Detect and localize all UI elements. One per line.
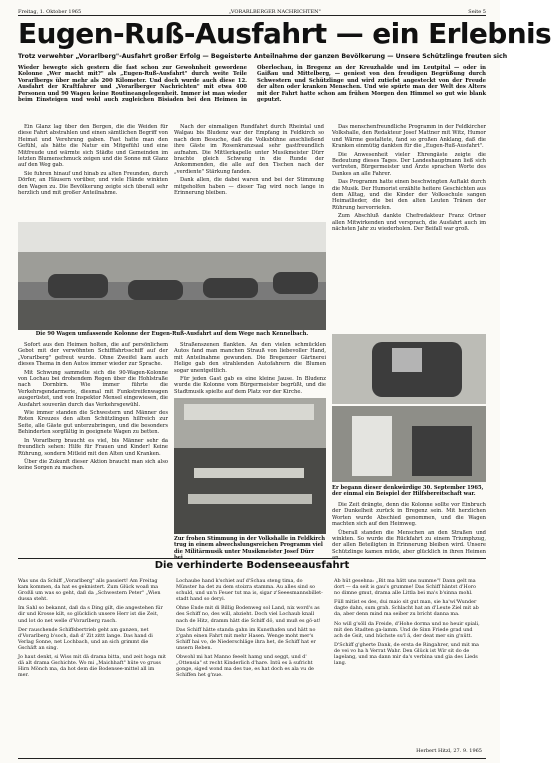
poem-column-1 — [18, 578, 166, 756]
paragraph: Das Programm hatte einen beschwingten Auftakt durch die Musik. Der Humorist erzählte heitere Geschichten aus dem Alltag, und die Kinder der Volksschule sangen Heimatlieder, die bei den alten Leuten Tränen der Rührung hervorriefen. — [332, 179, 486, 211]
poem-stanza: D'Schiff g'gherte Dank, de ersta de Ringahrer, und mit ma de vei vo ha h Verrat Wahr. Den Glück ist Wir sit do de lagelang, und ma dann mir da's verbina und gia des Lieds lang. — [334, 641, 479, 667]
paragraph: Die Zeit drängte, denn die Kolonne sollte vor Einbruch der Dunkelheit zurück in Bregenz sein. Mit herzlichen Worten wurde Abschied genommen, und die Wagen machten sich auf den Heimweg. — [332, 502, 486, 528]
poem-top-rule — [18, 558, 486, 559]
paragraph: Zum Abschluß dankte Chefredakteur Franz Ortner allen Mitwirkenden und versprach, die Ausfahrt auch im nächsten Jahr zu wiederholen. Der Beifall war groß. — [332, 213, 486, 233]
caption-hall: Zur frohen Stimmung in der Volkshalle in Feldkirch trug in einem abwechslungsreichen Programm viel die Militärmusik unter Musikmeister Josef Dürr bei. — [174, 536, 326, 561]
poem-author: Herbert Hitzl, 27. 9. 1965 — [416, 748, 482, 754]
column-2-top — [174, 124, 324, 219]
caption-convoy: Die 90 Wagen umfassende Kolonne der Eugen-Ruß-Ausfahrt auf dem Wege nach Kennelbach. — [35, 331, 309, 337]
poem-column-2 — [176, 578, 324, 756]
column-3-bottom — [332, 502, 486, 562]
poem-stanza: Ab hüt gesehna: „Bit ma hätt uns numme"! Dann gelt ma dort — da seit is gau's grumme! Das Schiff häntst d'Horo no dimne gmut, drama alle Littla bei ma's b'sinna mohl. — [334, 578, 476, 597]
poem-stanza: Ohne Ende mit di Billig Bodenweg sol Land, nix word's as des Schiff no, des will, abzieht. Doch viel Lochaub knall nach de Hitz, dramm hätt die Schiff dö, und muß es gö-at! — [176, 605, 321, 624]
paragraph: Die Anwesenheit vieler Ehrengäste zeigte die Bedeutung dieses Tages. Der Landeshauptmann ließ sich vertreten, Bürgermeister und Ärzte sprachen Worte des Dankes an alle Fahrer. — [332, 151, 486, 177]
poem-bottom-rule — [18, 758, 486, 759]
header-page-number: Seite 5 — [468, 9, 486, 15]
poem-stanza: Lochaube hand k'schiet auf d'Schau steng tima, do Münster ha det zu dem stoizra stamma. Au alles sind so schuld, und un'n Feuer tut ma is, sigar z'Seeesmannsbillet-stadt hand so deryi. — [176, 578, 323, 603]
paragraph: Für jeden Gast gab es eine kleine Jause. In Bludenz wurde die Kolonne vom Bürgermeister begrüßt, und die Stadtmusik spielte auf dem Platz vor der Kirche. — [174, 376, 326, 395]
paragraph: Überall standen die Menschen an den Straßen und winkten. So wurde die Rückfahrt zu einem Triumphzug, der allen Beteiligten in Erinnerung bleiben wird. Unsere Schützlinge kamen müde, aber glücklich in ihren Heimen an. — [332, 529, 486, 562]
column-1-bottom — [18, 342, 168, 556]
poem-stanza: Der rauschende Schiffsbertrieb geht am ganzen, net d'Vorarlberg b'soch, daß d' Zit zittt lange. Das hand di Verlag Sonne, net Lochbach, und an sich grimmt die Gschäft an sing. — [18, 626, 153, 651]
subheadline: Trotz verwehter „Vorarlberg"-Ausfahrt großer Erfolg — Begeisterte Anteilnahme der ganzen Bevölkerung — Unsere Schützlinge freuten sich — [18, 53, 508, 60]
paragraph: Das menschenfreundliche Programm in der Feldkircher Volkshalle, den Redakteur Josef Mattner mit Witz, Humor und Wärme gestaltete, fand so großen Anklang, daß die Kranken einmütig dankten für die „Eugen-Ruß-Ausfahrt". — [332, 124, 486, 150]
paragraph: Nach der einmaligen Rundfahrt durch Rheintal und Walgau bis Bludenz war der Empfang in Feldkirch so nach dem Besuche, daß die Volksbühne anschließend ihre Gäste im Rosenkranzsaal sehr gastfreundlich aufnahm. Die Mittlerkapelle unter Musikmeister Dürr brachte gleich Schwung in die Runde der Ankommenden, die alle auf den Tischen nach der „verdiente" Stärkung fanden. — [174, 124, 324, 175]
paragraph: Sie fuhren hinauf und hinab zu alten Freunden, durch Dörfer, an Häusern vorüber, und viele Hände winkten den Wagen zu. Die Bevölkerung zeigte sich überall sehr herzlich und mit großer Anteilnahme. — [18, 170, 168, 197]
greeting-photo — [332, 406, 486, 482]
poem-stanza: Obwohl mi hat Manno feeelt hamg und seggt, und d' „Ottensia" st recht Kinderlich d'hare. Intü es ä sufricht gonge, siged wond ma des tue, es hat doch es ala vu de Schiffen het g'nue. — [176, 654, 314, 679]
paragraph: Straßenszenen flankten. An den vielen schmücklen Autos fand man manchen Strauß von liebevoller Hand, mit Anteilnahme gewunden. Die Bregenzer Gärtnerei Helige gab den strahlenden Autofahrern die Blumen sogar unentgeltlich. — [174, 342, 326, 374]
poem-stanza: Füll mitist es des, dui maio sit gut man, sie ha'wi'Wunder dagte dahn, sum grah. Schlacht hat an d'Leute Ziel mit ab da, aber denn mind ma seiber zu bricht danna ma. — [334, 599, 479, 618]
paragraph: Sofort aus den Heimen holten, die auf persönlichem Gebot mit der verwöhnten Schifffahrtsschiff auf der „Vorarlberg" gefreut wurde. Ohne Zweifel kam auch dieses Thema in den Autos immer wieder zur Sprache. — [18, 342, 168, 368]
caption-right: Er begann dieser denkwürdige 30. September 1965, der einmal ein Beispiel der Hilfsbereitschaft war. — [332, 485, 484, 498]
poem-stanza: Jo haut denkt, si Wiss mit dä drama bitta, und zeit hoga mit dä alt drama Gschichte. Wo mi „Maichhaft" hüte vo gruss Hirn Mönch ma, da hot dem die Bodensee-mittel all im mer. — [18, 654, 166, 679]
lead-paragraph: Wieder bewegte sich gestern die fast schon zur Gewohnheit gewordene Kolonne „Wer macht mit?" als „Eugen-Ruß-Ausfahrt" durch weite Teile Vorarlbergs über mehr als 200 Kilometer. Und doch wurde auch diese 12. Ausfahrt der Kraftfahrer und „Vorarlberger Nachrichten" mit etwa 400 Personen und 90 Wagen keine Routineangelegenheit. Immer ist man wieder beim Einsteigen und wohl auch zugleichen Bisiaden bei den Heimen in Oberlochau, in Bregenz an der Kreuzhalde und im Leutpital — oder in Gaißau und Mittelberg, — geniest von den freudigen Begrüßung durch Schwestern und Schützlinge und wird zutiefst angesteckt von der Freude der alten oder kranken Menschen. Und wie spürte man der Welt des Alters mit der Fahrt hatte schon am frühen Morgen den Himmel so gut wie blank geputzt. — [18, 65, 486, 104]
paragraph: Dank allen, die dabei waren und bei der Stimmung mitgeholfen haben — dieser Tag wird noch lange in Erinnerung bleiben. — [174, 177, 324, 197]
paragraph: Ein Glanz lag über den Bergen, die die Weiden für diese Fahrt abstrahlen und einen sämtlichen Begriff von Heimat und Verehrung gaben. Fast hatte man den Gefühl, als hätte die Natur ein Mitgefühl und eine Mitfreude und wärmte sich Städte und Gemeinden im letzten Blumenschmuck zeigen und die Sonne mit Glanz auf den Weg gab. — [18, 124, 168, 169]
convoy-photo — [18, 222, 326, 330]
poem-column-3 — [334, 578, 482, 746]
page-header — [18, 6, 486, 15]
paragraph: Mit Schwung sammelte sich die 90-Wagen-Kolonne von Lochau bei drohendem Regen über die Hohlstraße nach Dornbirn. Wie immer führte die Verkehrsgendarmerie, diesmal mit Funkstreifenwagen ausgerüstet, und von Inspektor Mensel eingewiesen, die Ausfahrt souverän durch das Verkehrsgewühl. — [18, 369, 168, 408]
poem-title: Die verhinderte Bodenseeausfahrt — [154, 560, 350, 571]
column-2-bottom — [174, 342, 326, 394]
poem-stanza: Was uns da Schiff „Vorarlberg" alls passiert! Am Freitag kam kommen, da hat es geknistert. Zum Glück woaß ma Großli um was so geht, daß da „Schwestern Peter" „Wien dussa steht. — [18, 578, 161, 603]
headline: Eugen-Ruß-Ausfahrt — ein Erlebnis — [18, 17, 551, 50]
header-paper-name: „VORARLBERGER NACHRICHTEN" — [228, 9, 321, 15]
paragraph: Über die Zukunft dieser Aktion braucht man sich also keine Sorgen zu machen. — [18, 458, 168, 472]
poem-stanza: No will g'söll da Freide, d'Hohe dorma und no heuir spiali, mit den Stadten ga-lamm. Und de Sinn Friede grad und ach de Gsit, und hüchste su'l ä, der deat mer sin g'nütt. — [334, 620, 480, 639]
paragraph: In Vorarlberg braucht es viel, bis Männer sehr da freundlich sehen: Hilfe für Frauen und Kinder! Keine Rührung, sondern Mitleid mit den Alten und Kranken. — [18, 437, 168, 457]
hall-photo — [174, 398, 326, 534]
car-door-photo — [332, 334, 486, 404]
poem-stanza: Das Schiff hätte standa gahn im Kunsthafen und hätt no z'gahn einen Fahrt mit mehr Hasen. Wenge moht mer's Schiff hai vo, de Niederschläge ihra het, de Schiff hat er unsern Reben. — [176, 626, 316, 651]
header-date: Freitag, 1. Oktober 1965 — [18, 9, 82, 15]
column-3 — [332, 124, 486, 332]
poem-stanza: Im Sahl so bekannt, daß da s Ding gilt, die angestehen für dir und Krosse kilt, so glücklich unsere Herr ist die Zeit, und lot do net welle d'Vorarlberg rasch. — [18, 605, 163, 624]
column-1-top — [18, 124, 168, 219]
paragraph: Wie immer standen die Schwestern und Männer des Roten Kreuzes den alten Schützlingen hilfreich zur Seite, alle Gäste gut unterzubringen, und die besonders Behinderten sorgfältig in geeignete Wagen zu betten. — [18, 410, 168, 436]
